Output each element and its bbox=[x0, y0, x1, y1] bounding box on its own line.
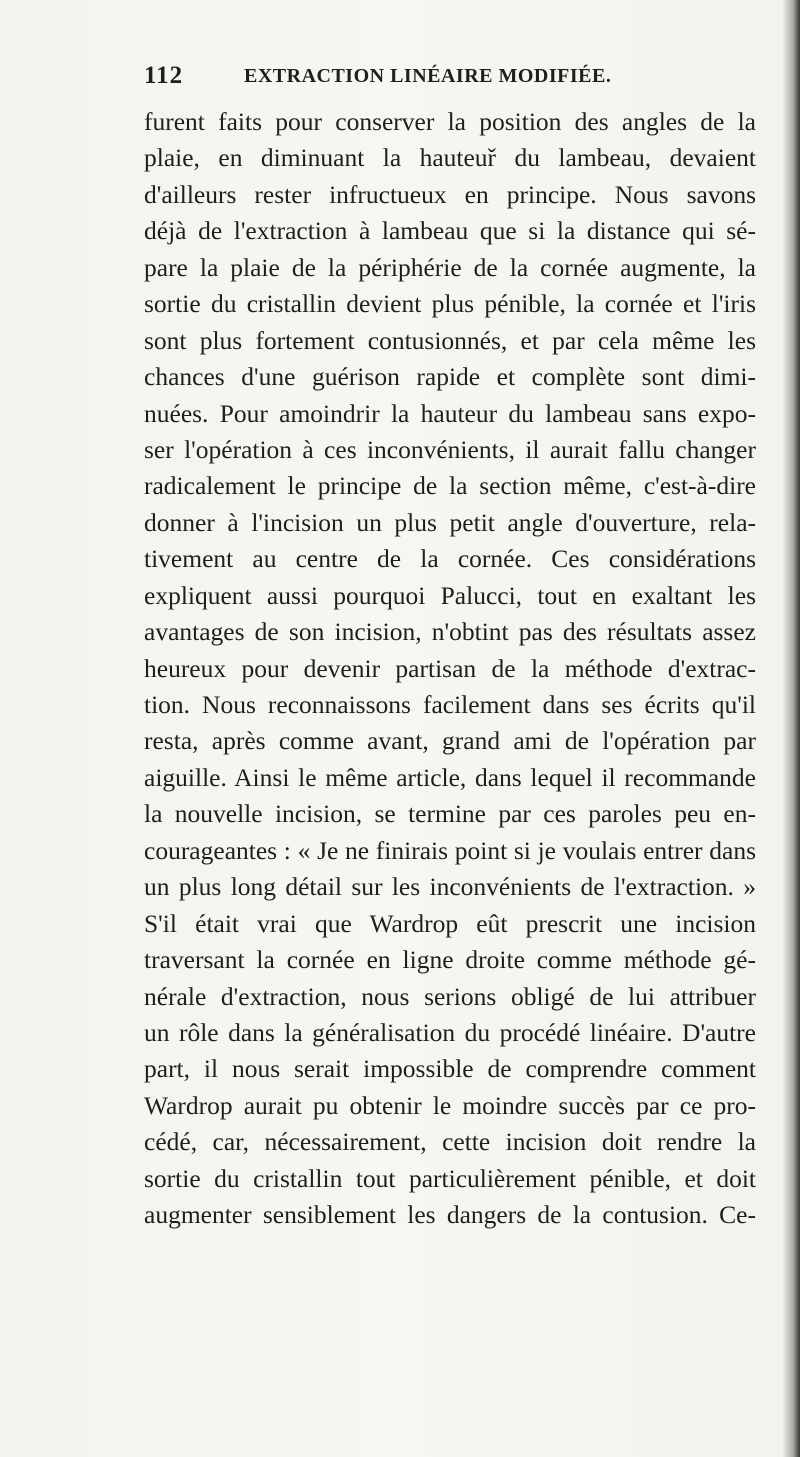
running-title: EXTRACTION LINÉAIRE MODIFIÉE. bbox=[244, 65, 612, 87]
text-line: sortie du cristallin tout particulièrement pénible, et doit bbox=[144, 1163, 756, 1193]
text-line: aiguille. Ainsi le même article, dans lequel il recommande bbox=[144, 762, 756, 792]
body-text bbox=[144, 104, 756, 1234]
text-line: furent faits pour conserver la position des angles de la bbox=[144, 107, 756, 136]
page-number: 112 bbox=[144, 62, 184, 89]
text-line: tion. Nous reconnaissons facilement dans ses écrits qu'il bbox=[144, 690, 756, 719]
text-line: expliquent aussi pourquoi Palucci, tout en exaltant les bbox=[144, 580, 756, 610]
text-line: la nouvelle incision, se termine par ces paroles peu en- bbox=[144, 799, 756, 829]
text-line: Wardrop aurait pu obtenir le moindre succès par ce pro- bbox=[144, 1090, 756, 1120]
text-line: pare la plaie de la périphérie de la cornée augmente, la bbox=[144, 252, 756, 282]
text-line: heureux pour devenir partisan de la méthode d'extrac- bbox=[144, 653, 756, 683]
text-line: d'ailleurs rester infructueux en principe. Nous savons bbox=[144, 179, 756, 209]
text-line: un plus long détail sur les inconvénients de l'extraction. » bbox=[144, 872, 756, 902]
text-line: avantages de son incision, n'obtint pas des résultats assez bbox=[144, 617, 756, 647]
page-header bbox=[144, 62, 764, 96]
text-line: plaie, en diminuant la hauteuř du lambeau, devaient bbox=[144, 143, 756, 173]
text-line: nérale d'extraction, nous serions obligé de lui attribuer bbox=[144, 981, 756, 1011]
text-line: chances d'une guérison rapide et complète sont dimi- bbox=[144, 362, 756, 392]
text-line: S'il était vrai que Wardrop eût prescrit une incision bbox=[144, 908, 756, 938]
text-line: sortie du cristallin devient plus pénible, la cornée et l'iris bbox=[144, 289, 756, 319]
text-line: resta, après comme avant, grand ami de l'opération par bbox=[144, 726, 756, 756]
text-line: nuées. Pour amoindrir la hauteur du lambeau sans expo- bbox=[144, 398, 756, 428]
text-line: part, il nous serait impossible de comprendre comment bbox=[144, 1054, 756, 1084]
text-line: tivement au centre de la cornée. Ces considérations bbox=[144, 544, 756, 574]
text-line: radicalement le principe de la section même, c'est-à-dire bbox=[144, 471, 756, 501]
text-line: un rôle dans la généralisation du procédé linéaire. D'autre bbox=[144, 1017, 756, 1047]
text-line: déjà de l'extraction à lambeau que si la distance qui sé- bbox=[144, 216, 756, 246]
text-line: cédé, car, nécessairement, cette incision doit rendre la bbox=[144, 1127, 756, 1157]
text-line: ser l'opération à ces inconvénients, il aurait fallu changer bbox=[144, 434, 756, 464]
page-binding-edge bbox=[782, 0, 800, 1457]
text-line: sont plus fortement contusionnés, et par cela même les bbox=[144, 325, 756, 355]
text-line: courageantes : « Je ne finirais point si je voulais entrer dans bbox=[144, 835, 756, 865]
text-line: donner à l'incision un plus petit angle d'ouverture, rela- bbox=[144, 507, 756, 537]
text-line: traversant la cornée en ligne droite comme méthode gé- bbox=[144, 945, 756, 975]
text-line: augmenter sensiblement les dangers de la contusion. Ce- bbox=[144, 1200, 756, 1230]
